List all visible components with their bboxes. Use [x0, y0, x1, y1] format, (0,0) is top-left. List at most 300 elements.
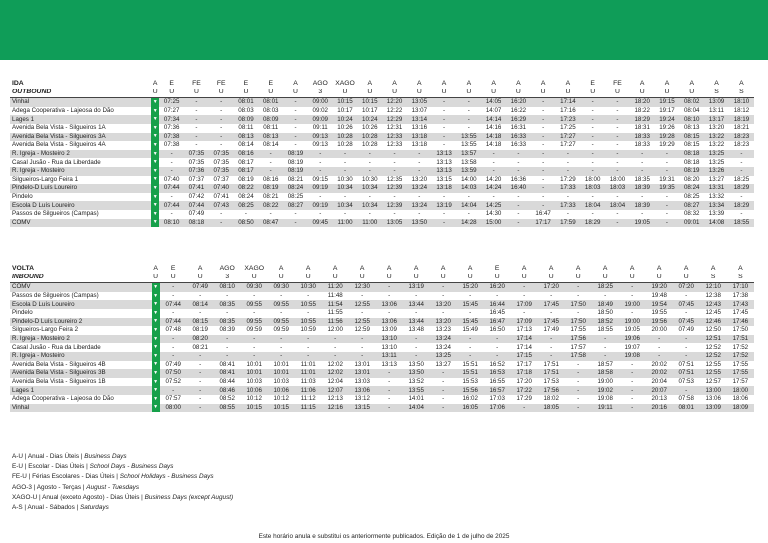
time-cell: 15:20 — [457, 283, 484, 292]
time-cell: 08:25 — [283, 193, 308, 202]
time-cell: - — [407, 158, 432, 167]
time-cell: 16:33 — [506, 141, 531, 150]
time-cell: - — [432, 107, 457, 116]
time-cell: 09:30 — [268, 283, 295, 292]
table-row — [10, 386, 754, 395]
time-cell: 09:30 — [241, 283, 268, 292]
stop-name: Avenida Bela Vista - Silgueiros 3A — [10, 133, 151, 142]
volta-col-sub: S — [727, 274, 754, 283]
volta-col-sub: U — [268, 274, 295, 283]
time-cell: - — [605, 158, 630, 167]
ida-subheader-row — [10, 89, 754, 98]
time-cell: 13:44 — [403, 318, 430, 327]
time-cell: - — [184, 124, 209, 133]
time-cell: 13:25 — [704, 150, 729, 159]
legend-item: FE-U | Férias Escolares - Dias Úteis | School Holidays - Business Days — [12, 473, 214, 481]
stop-name: Pindelo-D Luís Loureiro — [10, 184, 151, 193]
time-cell: 17:51 — [538, 369, 565, 378]
time-cell: 13:15 — [432, 176, 457, 185]
time-cell: 10:01 — [268, 369, 295, 378]
time-cell: 16:47 — [484, 318, 511, 327]
time-cell: 14:05 — [481, 98, 506, 107]
time-cell: 13:20 — [430, 300, 457, 309]
time-cell: 17:51 — [727, 335, 754, 344]
time-cell: - — [531, 150, 556, 159]
time-cell: 18:10 — [729, 98, 754, 107]
time-cell: 18:23 — [729, 133, 754, 142]
time-cell: - — [283, 210, 308, 219]
time-cell: 07:35 — [184, 158, 209, 167]
time-cell: 08:19 — [258, 184, 283, 193]
time-cell: 09:55 — [268, 300, 295, 309]
time-cell: 17:49 — [538, 326, 565, 335]
time-cell: 09:59 — [241, 326, 268, 335]
ida-col-sub: S — [729, 89, 754, 98]
time-cell: 12:20 — [382, 98, 407, 107]
time-cell: 13:06 — [700, 395, 727, 404]
time-cell: 17:55 — [727, 369, 754, 378]
table-row — [10, 150, 754, 159]
time-cell: 16:52 — [484, 361, 511, 370]
time-cell: 17:27 — [556, 133, 581, 142]
time-cell: - — [673, 352, 700, 361]
time-cell: 08:24 — [283, 184, 308, 193]
volta-col-sub: U — [376, 274, 403, 283]
time-cell: 10:34 — [357, 201, 382, 210]
time-cell: 18:04 — [580, 201, 605, 210]
time-cell: 13:50 — [403, 369, 430, 378]
time-cell: 16:33 — [506, 133, 531, 142]
time-cell: 18:25 — [729, 176, 754, 185]
table-row — [10, 326, 754, 335]
time-cell: - — [258, 167, 283, 176]
legend-item: E-U | Escolar - Dias Úteis | School Days - Business Days — [12, 463, 174, 471]
volta-subtitle: INBOUND — [10, 274, 152, 283]
time-cell: - — [605, 193, 630, 202]
time-cell: - — [322, 343, 349, 352]
legend-code: A-S — [12, 504, 23, 512]
time-cell: - — [630, 158, 655, 167]
stop-marker-icon: ▼ — [152, 98, 158, 105]
time-cell: - — [187, 361, 214, 370]
time-cell: 18:29 — [729, 201, 754, 210]
time-cell: 17:45 — [727, 309, 754, 318]
time-cell: 14:18 — [481, 133, 506, 142]
ida-col-sub: U — [184, 89, 209, 98]
ida-col-code: A — [417, 80, 422, 87]
time-cell: 13:24 — [407, 201, 432, 210]
time-cell: 12:10 — [700, 283, 727, 292]
time-cell: 08:00 — [160, 404, 187, 413]
ida-col-sub: U — [679, 89, 704, 98]
time-cell: 16:02 — [457, 395, 484, 404]
time-cell: - — [580, 193, 605, 202]
volta-col-code: A — [278, 265, 284, 272]
ida-col-code: A — [739, 80, 744, 87]
time-cell: - — [580, 210, 605, 219]
time-cell: - — [241, 309, 268, 318]
time-cell: - — [531, 176, 556, 185]
stop-name: Casal Jusão - Rua da Liberdade — [10, 343, 152, 352]
time-cell: 11:12 — [295, 395, 322, 404]
ida-col-sub: U — [556, 89, 581, 98]
time-cell: 19:05 — [619, 326, 646, 335]
time-cell: 10:55 — [295, 318, 322, 327]
ida-col-sub: U — [506, 89, 531, 98]
time-cell: 18:29 — [580, 219, 605, 228]
time-cell: - — [538, 309, 565, 318]
time-cell: 13:05 — [382, 219, 407, 228]
time-cell: 10:26 — [333, 124, 358, 133]
time-cell: 17:57 — [727, 378, 754, 387]
volta-col-sub: U — [592, 274, 619, 283]
time-cell: 09:13 — [308, 133, 333, 142]
ida-col-code: A — [664, 80, 670, 87]
time-cell: - — [538, 352, 565, 361]
volta-col-code: A — [629, 265, 635, 272]
time-cell: 17:58 — [565, 352, 592, 361]
time-cell: - — [268, 335, 295, 344]
time-cell: - — [673, 386, 700, 395]
time-cell: - — [565, 378, 592, 387]
time-cell: 13:24 — [430, 335, 457, 344]
time-cell: 12:13 — [322, 395, 349, 404]
time-cell: 12:43 — [700, 300, 727, 309]
time-cell: 13:05 — [407, 98, 432, 107]
time-cell: 20:13 — [646, 395, 673, 404]
stop-name: Pindelo-D Luís Loureiro 2 — [10, 318, 152, 327]
time-cell: - — [357, 150, 382, 159]
time-cell: - — [456, 107, 481, 116]
volta-col-sub: U — [322, 274, 349, 283]
time-cell: - — [432, 219, 457, 228]
time-cell: - — [580, 98, 605, 107]
time-cell: 18:05 — [538, 404, 565, 413]
time-cell: - — [268, 352, 295, 361]
stop-name: Adega Cooperativa - Lajeosa do Dão — [10, 395, 152, 404]
time-cell: 09:11 — [308, 124, 333, 133]
ida-col-sub: U — [382, 89, 407, 98]
time-cell: 12:55 — [349, 300, 376, 309]
time-cell: 08:14 — [187, 300, 214, 309]
time-cell: 07:49 — [184, 210, 209, 219]
time-cell: 14:07 — [481, 107, 506, 116]
stop-marker-icon: ▼ — [152, 210, 158, 217]
time-cell: - — [283, 133, 308, 142]
stop-name: Adega Cooperativa - Lajeosa do Dão — [10, 107, 151, 116]
time-cell: 17:56 — [538, 386, 565, 395]
ida-col-code: A — [466, 80, 472, 87]
legend-desc-pt: Anual - Dias Úteis — [27, 453, 80, 460]
time-cell: - — [349, 309, 376, 318]
time-cell: 18:35 — [630, 176, 655, 185]
ida-col-sub: U — [531, 89, 556, 98]
time-cell: 13:09 — [704, 98, 729, 107]
time-cell: - — [160, 335, 187, 344]
time-cell: 13:09 — [700, 404, 727, 413]
ida-col-sub: U — [432, 89, 457, 98]
time-cell: - — [511, 404, 538, 413]
time-cell: 17:18 — [511, 369, 538, 378]
time-cell: - — [592, 352, 619, 361]
legend-desc-en: Business Days (except August) — [144, 493, 234, 501]
time-cell: 08:01 — [234, 98, 259, 107]
time-cell: - — [457, 343, 484, 352]
time-cell: 19:26 — [655, 124, 680, 133]
time-cell: - — [295, 335, 322, 344]
time-cell: - — [308, 167, 333, 176]
time-cell: - — [159, 150, 184, 159]
stop-marker-icon: ▼ — [152, 176, 158, 183]
time-cell: - — [432, 115, 457, 124]
time-cell: 19:08 — [619, 352, 646, 361]
time-cell: 08:15 — [679, 133, 704, 142]
time-cell: - — [333, 167, 358, 176]
stop-marker-icon: ▼ — [153, 361, 159, 368]
time-cell: 12:02 — [322, 361, 349, 370]
time-cell: 08:14 — [258, 141, 283, 150]
volta-col-code: A — [386, 265, 392, 272]
stop-marker-icon: ▼ — [152, 107, 158, 114]
time-cell: 13:06 — [376, 300, 403, 309]
table-row — [10, 98, 754, 107]
time-cell: - — [619, 361, 646, 370]
time-cell: - — [673, 343, 700, 352]
stop-marker-icon: ▼ — [153, 292, 159, 299]
stop-name: Passos de Silgueiros (Campas) — [10, 210, 151, 219]
time-cell: 08:19 — [283, 158, 308, 167]
time-cell: 13:13 — [432, 167, 457, 176]
time-cell: 13:44 — [403, 300, 430, 309]
table-row — [10, 300, 754, 309]
time-cell: 08:35 — [214, 318, 241, 327]
time-cell: 08:03 — [234, 107, 259, 116]
time-cell: - — [619, 404, 646, 413]
time-cell: 08:13 — [234, 133, 259, 142]
time-cell: 19:17 — [655, 107, 680, 116]
time-cell: 19:11 — [592, 404, 619, 413]
time-cell: 16:53 — [484, 369, 511, 378]
time-cell: 07:35 — [209, 150, 234, 159]
time-cell: 08:02 — [679, 98, 704, 107]
time-cell: - — [729, 210, 754, 219]
time-cell: - — [214, 309, 241, 318]
ida-col-code: XAGO — [335, 80, 355, 87]
time-cell: 08:10 — [679, 115, 704, 124]
time-cell: - — [655, 193, 680, 202]
time-cell: 13:32 — [704, 193, 729, 202]
legend-code: FE-U — [12, 473, 27, 481]
stop-name: Vinhal — [10, 98, 151, 107]
time-cell: 17:13 — [511, 326, 538, 335]
time-cell: 07:52 — [160, 378, 187, 387]
time-cell: 08:18 — [679, 158, 704, 167]
time-cell: 16:45 — [484, 309, 511, 318]
time-cell: 13:18 — [407, 133, 432, 142]
time-cell: 19:48 — [646, 292, 673, 301]
time-cell: 10:30 — [333, 176, 358, 185]
time-cell: 11:00 — [357, 219, 382, 228]
time-cell: 18:50 — [592, 309, 619, 318]
table-row — [10, 210, 754, 219]
time-cell: 13:10 — [376, 335, 403, 344]
legend-item: A-S | Anual - Sábados | Saturdays — [12, 504, 109, 512]
time-cell: - — [729, 150, 754, 159]
time-cell: 12:29 — [382, 115, 407, 124]
time-cell: 18:23 — [729, 141, 754, 150]
time-cell: 10:24 — [333, 115, 358, 124]
volta-col-sub: U — [538, 274, 565, 283]
stop-marker-icon: ▼ — [153, 369, 159, 376]
ida-col-code: A — [392, 80, 397, 87]
time-cell: - — [160, 343, 187, 352]
time-cell: 13:06 — [376, 318, 403, 327]
time-cell: 18:20 — [630, 98, 655, 107]
time-cell: 17:10 — [727, 283, 754, 292]
stop-name: Escola D Luís Loureiro — [10, 300, 152, 309]
time-cell: - — [565, 386, 592, 395]
legend-item: XAGO-U | Anual (exceto Agosto) - Dias Úteis | Business Days (except August) — [12, 493, 234, 501]
time-cell: 15:51 — [457, 369, 484, 378]
time-cell: 18:19 — [729, 115, 754, 124]
ida-col-code: E — [243, 80, 249, 87]
time-cell: 13:13 — [376, 361, 403, 370]
time-cell: 08:20 — [187, 335, 214, 344]
time-cell: 13:19 — [432, 201, 457, 210]
time-cell: 07:35 — [184, 150, 209, 159]
time-cell: - — [382, 150, 407, 159]
time-cell: 20:00 — [646, 326, 673, 335]
time-cell: 09:55 — [241, 300, 268, 309]
time-cell: 10:26 — [357, 124, 382, 133]
time-cell: 11:03 — [295, 378, 322, 387]
time-cell: 10:03 — [241, 378, 268, 387]
time-cell: 17:25 — [556, 124, 581, 133]
stop-name: COMV — [10, 283, 152, 292]
time-cell: - — [605, 167, 630, 176]
time-cell: 10:30 — [295, 283, 322, 292]
time-cell: - — [214, 335, 241, 344]
time-cell: - — [209, 141, 234, 150]
time-cell: 12:00 — [322, 326, 349, 335]
time-cell: - — [187, 369, 214, 378]
time-cell: - — [605, 133, 630, 142]
volta-col-code: E — [170, 265, 176, 272]
table-row — [10, 309, 754, 318]
time-cell: 17:51 — [538, 361, 565, 370]
time-cell: 07:45 — [673, 300, 700, 309]
time-cell: 07:44 — [184, 201, 209, 210]
time-cell: - — [283, 115, 308, 124]
ida-col-code: A — [367, 80, 373, 87]
time-cell: 11:48 — [322, 292, 349, 301]
time-cell: 07:45 — [673, 318, 700, 327]
time-cell: 08:13 — [258, 133, 283, 142]
time-cell: - — [456, 210, 481, 219]
time-cell: - — [605, 124, 630, 133]
time-cell: - — [209, 115, 234, 124]
ida-col-sub: U — [159, 89, 184, 98]
time-cell: 18:04 — [605, 201, 630, 210]
time-cell: - — [407, 150, 432, 159]
time-cell: 08:19 — [187, 326, 214, 335]
time-cell: 17:56 — [565, 335, 592, 344]
legend-desc-en: School Days - Business Days — [89, 463, 174, 471]
time-cell: - — [729, 158, 754, 167]
time-cell: 20:07 — [646, 386, 673, 395]
time-cell: - — [457, 352, 484, 361]
time-cell: - — [283, 124, 308, 133]
time-cell: 19:00 — [619, 318, 646, 327]
volta-col-code: A — [197, 265, 203, 272]
time-cell: - — [484, 335, 511, 344]
time-cell: 07:36 — [159, 124, 184, 133]
table-row — [10, 395, 754, 404]
stop-name: Pindelo — [10, 309, 152, 318]
time-cell: 08:52 — [214, 395, 241, 404]
time-cell: - — [729, 167, 754, 176]
volta-col-code: A — [710, 265, 716, 272]
time-cell: 07:49 — [160, 361, 187, 370]
volta-col-sub: 3 — [214, 274, 241, 283]
time-cell: - — [403, 335, 430, 344]
volta-col-sub: U — [152, 274, 160, 283]
time-cell: 17:50 — [565, 318, 592, 327]
time-cell: 17:23 — [556, 115, 581, 124]
time-cell: - — [531, 141, 556, 150]
stop-marker-icon: ▼ — [152, 116, 158, 123]
time-cell: 13:19 — [403, 283, 430, 292]
time-cell: 08:14 — [234, 141, 259, 150]
stop-name: R. Igreja - Mosteiro 2 — [10, 150, 151, 159]
time-cell: 13:15 — [349, 404, 376, 413]
time-cell: - — [457, 335, 484, 344]
time-cell: - — [322, 352, 349, 361]
time-cell: - — [430, 283, 457, 292]
ida-col-code: A — [516, 80, 521, 87]
time-cell: - — [214, 292, 241, 301]
time-cell: - — [308, 193, 333, 202]
time-cell: 08:04 — [679, 107, 704, 116]
volta-col-sub: U — [511, 274, 538, 283]
time-cell: - — [481, 193, 506, 202]
time-cell: - — [592, 292, 619, 301]
time-cell: - — [308, 150, 333, 159]
time-cell: - — [565, 369, 592, 378]
time-cell: 13:24 — [430, 343, 457, 352]
time-cell: 08:16 — [258, 176, 283, 185]
time-cell: 07:41 — [209, 193, 234, 202]
time-cell: - — [187, 309, 214, 318]
time-cell: 17:15 — [511, 352, 538, 361]
time-cell: 11:15 — [295, 404, 322, 413]
time-cell: 11:55 — [322, 309, 349, 318]
time-cell: 17:09 — [511, 318, 538, 327]
time-cell: 18:58 — [592, 369, 619, 378]
time-cell: 08:15 — [679, 141, 704, 150]
time-cell: 12:33 — [382, 133, 407, 142]
time-cell: 14:03 — [456, 184, 481, 193]
time-cell: 07:20 — [673, 283, 700, 292]
stop-marker-icon: ▼ — [153, 301, 159, 308]
time-cell: 13:25 — [704, 158, 729, 167]
volta-col-code: A — [738, 265, 743, 272]
stop-marker-icon: ▼ — [153, 378, 159, 385]
time-cell: - — [619, 378, 646, 387]
time-cell: 09:55 — [241, 318, 268, 327]
table-row — [10, 193, 754, 202]
legend-desc-pt: Escolar - Dias Úteis — [28, 463, 85, 471]
